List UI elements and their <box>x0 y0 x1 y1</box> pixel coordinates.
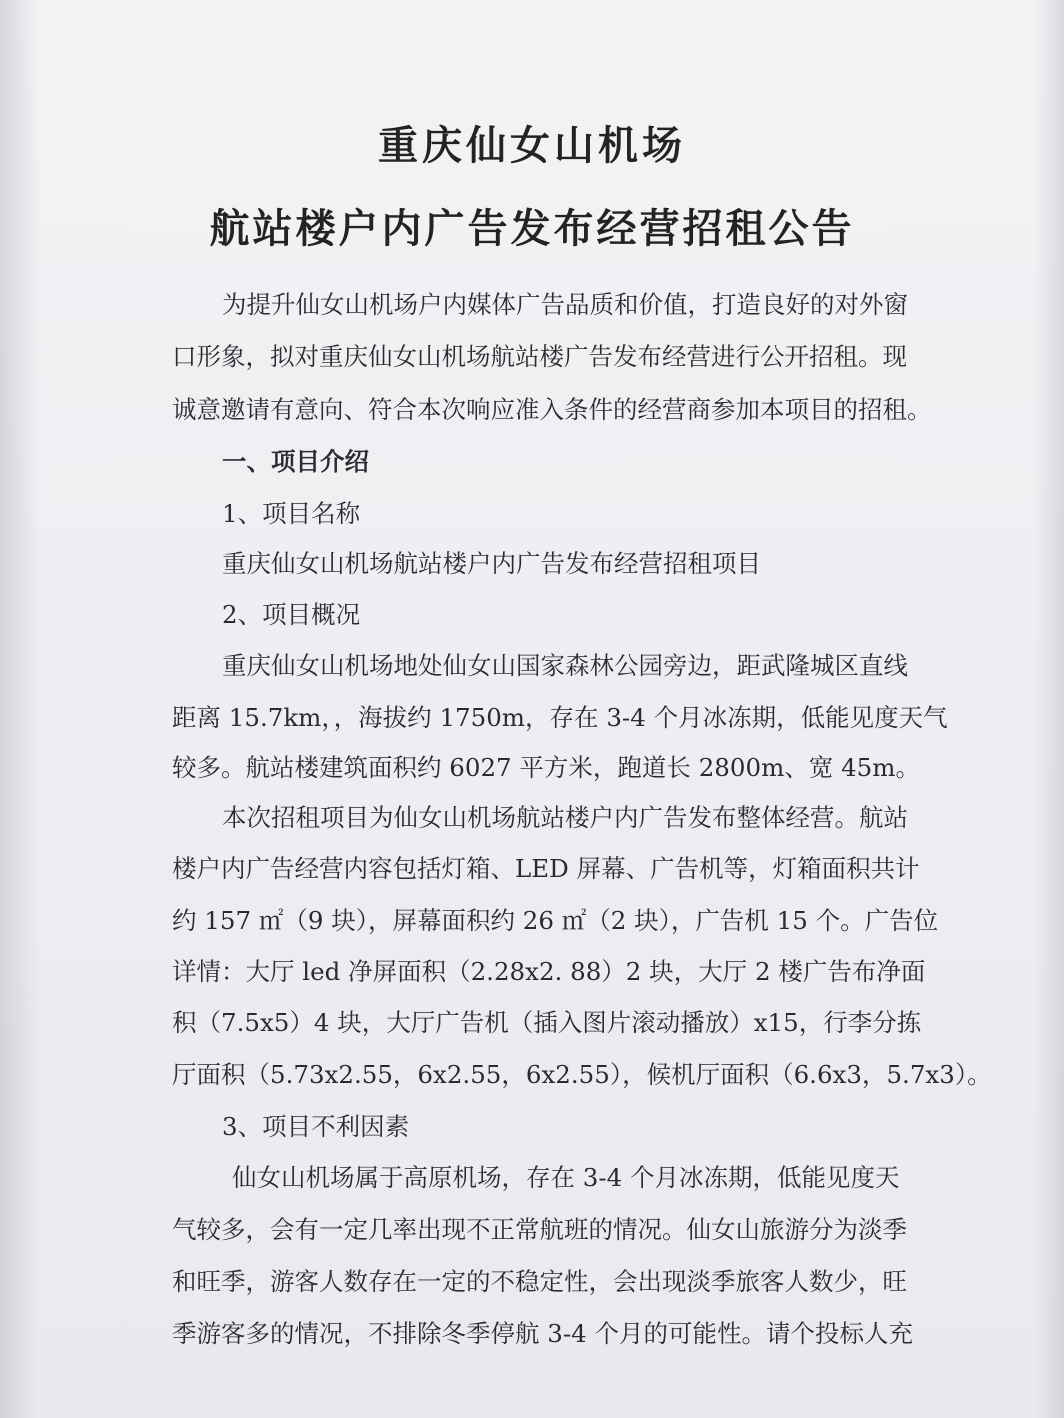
paragraph-line: 季游客多的情况，不排除冬季停航 3-4 个月的可能性。请个投标人充 <box>172 1319 914 1348</box>
subsection-heading: 2、项目概况 <box>222 600 361 629</box>
paragraph-line: 本次招租项目为仙女山机场航站楼户内广告发布整体经营。航站 <box>222 803 908 832</box>
paragraph-line: 仙女山机场属于高原机场，存在 3-4 个月冰冻期，低能见度天 <box>232 1163 900 1192</box>
paragraph-line: 距离 15.7km，，海拔约 1750m，存在 3-4 个月冰冻期，低能见度天气 <box>172 703 948 732</box>
document-title-line2: 航站楼户内广告发布经营招租公告 <box>209 205 855 252</box>
section-heading: 一、项目介绍 <box>222 447 369 476</box>
subsection-heading: 1、项目名称 <box>222 499 361 528</box>
paragraph-line: 详情：大厅 led 净屏面积（2.28x2. 88）2 块，大厅 2 楼广告布净面 <box>172 957 926 986</box>
paragraph-line: 诚意邀请有意向、符合本次响应准入条件的经营商参加本项目的招租。 <box>172 395 932 424</box>
paragraph-line: 约 157 ㎡（9 块），屏幕面积约 26 ㎡（2 块），广告机 15 个。广告位 <box>172 906 939 935</box>
paragraph-line: 口形象，拟对重庆仙女山机场航站楼广告发布经营进行公开招租。现 <box>172 342 907 371</box>
paragraph-line: 气较多，会有一定几率出现不正常航班的情况。仙女山旅游分为淡季 <box>172 1215 907 1244</box>
paragraph-line: 为提升仙女山机场户内媒体广告品质和价值，打造良好的对外窗 <box>222 290 908 319</box>
paragraph-line: 厅面积（5.73x2.55，6x2.55，6x2.55），候机厅面积（6.6x3，5.7x3）。 <box>172 1060 992 1089</box>
paragraph-line: 重庆仙女山机场地处仙女山国家森林公园旁边，距武隆城区直线 <box>222 651 908 680</box>
document-title-line1: 重庆仙女山机场 <box>378 122 686 169</box>
subsection-heading: 3、项目不利因素 <box>222 1112 410 1141</box>
paragraph-line: 楼户内广告经营内容包括灯箱、LED 屏幕、广告机等，灯箱面积共计 <box>172 854 920 883</box>
paragraph-line: 较多。航站楼建筑面积约 6027 平方米，跑道长 2800m、宽 45m。 <box>172 753 920 782</box>
paragraph-line: 积（7.5x5）4 块，大厅广告机（插入图片滚动播放）x15，行李分拣 <box>172 1008 922 1037</box>
paragraph-line: 和旺季，游客人数存在一定的不稳定性，会出现淡季旅客人数少，旺 <box>172 1267 907 1296</box>
paragraph-line: 重庆仙女山机场航站楼户内广告发布经营招租项目 <box>222 549 761 578</box>
